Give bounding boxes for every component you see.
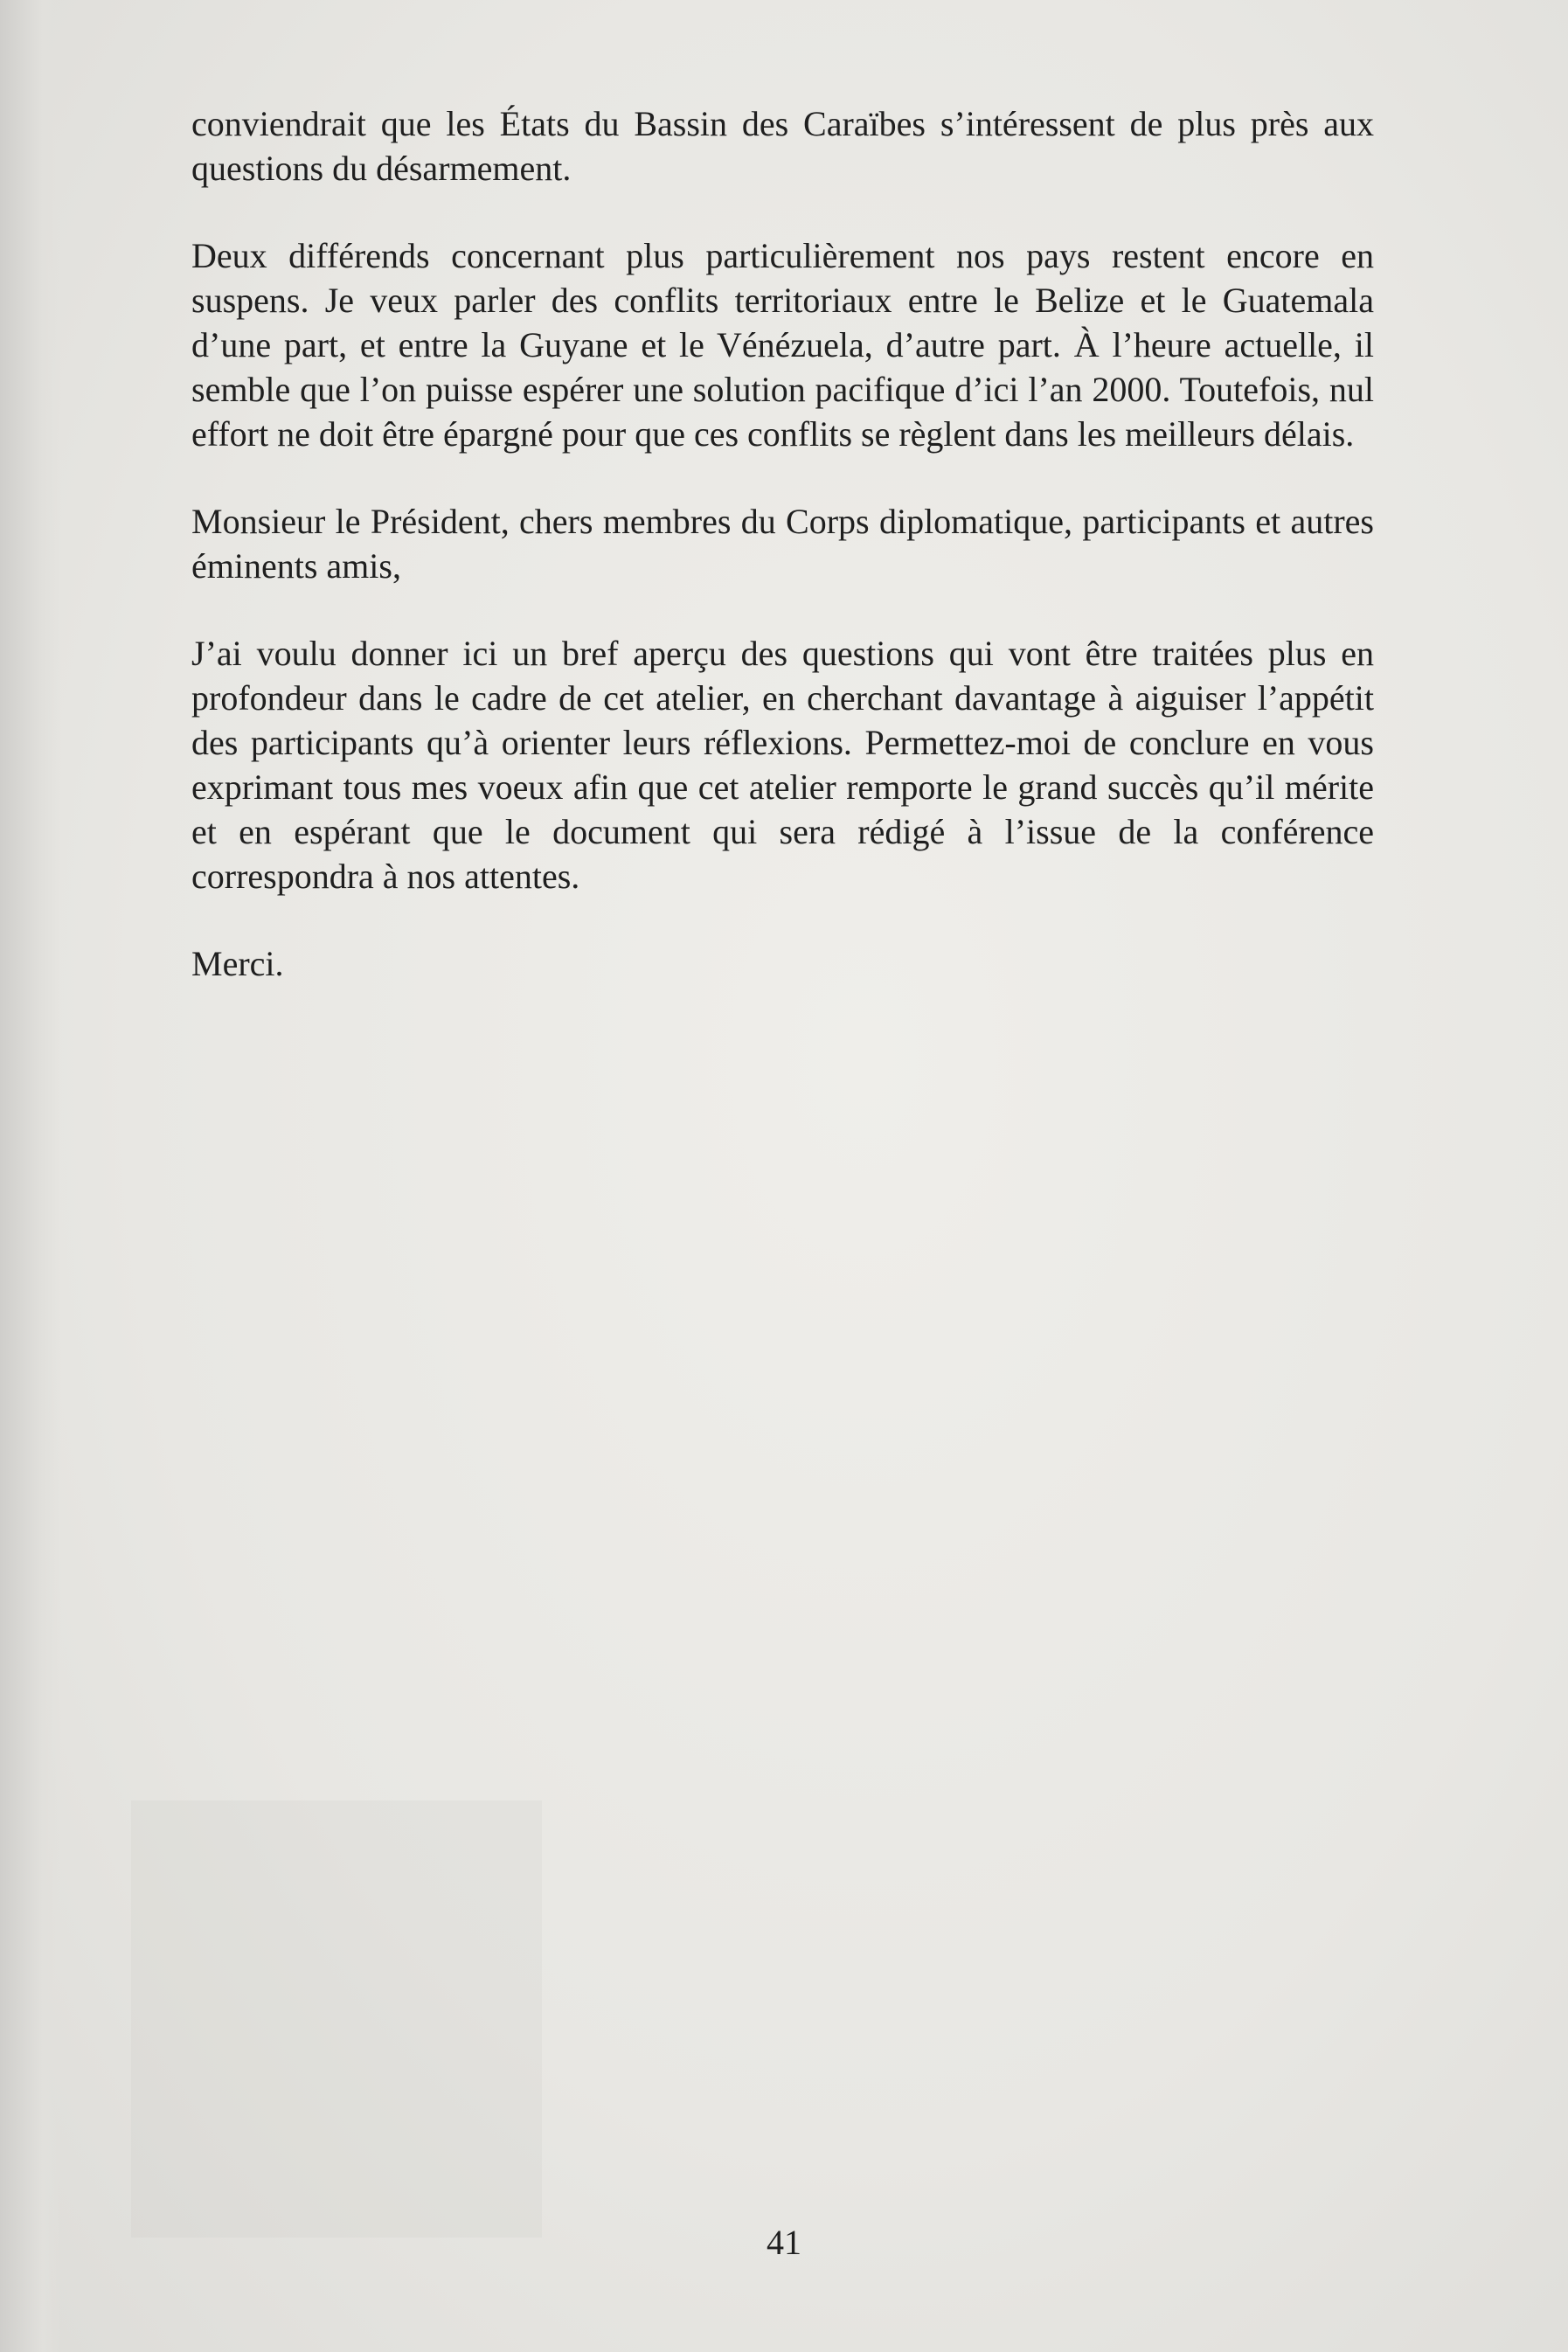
paragraph-salutation: Monsieur le Président, chers membres du Corps diplomatique, participants et autres éminents amis, bbox=[191, 502, 1374, 586]
paragraph-thanks: Merci. bbox=[191, 944, 284, 983]
bleed-through-shadow bbox=[131, 1800, 542, 2238]
page-number: 41 bbox=[767, 2223, 801, 2262]
paragraph-territorial-disputes: Deux différends concernant plus particulièrement nos pays restent encore en suspens. Je veux parler des conflits territoriaux entre le Belize et le Guatemala d’une part, et entre la Guyane et le Vénézuela, d’autre part. À l’heure actuelle, il semble que l’on puisse espérer une solution pacifique d’ici l’an 2000. Toutefois, nul effort ne doit être épargné pour que ces conflits se règlent dans les meilleurs délais. bbox=[191, 236, 1374, 454]
paragraph-disarmament: conviendrait que les États du Bassin des Caraïbes s’intéressent de plus près aux questions du désarmement. bbox=[191, 104, 1374, 188]
paragraph-closing-remarks: J’ai voulu donner ici un bref aperçu des questions qui vont être traitées plus en profondeur dans le cadre de cet atelier, en cherchant davantage à aiguiser l’appétit des participants qu’à orienter leurs réflexions. Permettez-moi de conclure en vous exprimant tous mes voeux afin que cet atelier remporte le grand succès qu’il mérite et en espérant que le document qui sera rédigé à l’issue de la conférence correspondra à nos attentes. bbox=[191, 634, 1374, 896]
body-text bbox=[191, 101, 1374, 1029]
